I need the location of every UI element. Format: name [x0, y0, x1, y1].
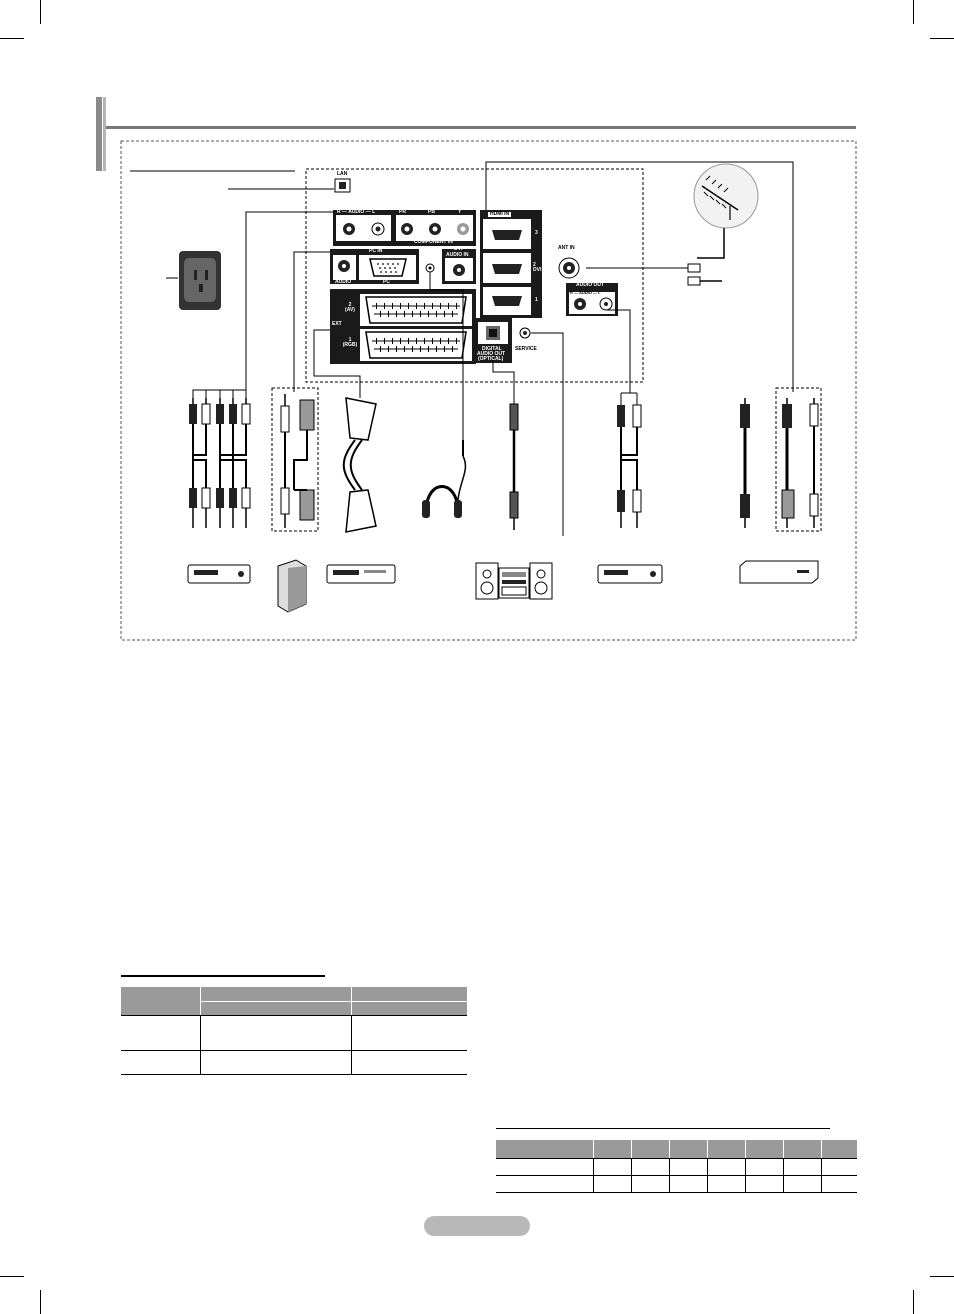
audio-out-sub-label: R — AUDIO — L: [570, 290, 601, 295]
audio-system-icon: [476, 563, 552, 599]
crop-mark: [40, 1290, 41, 1314]
table-1-caption-rule: [121, 975, 325, 977]
audio-out-cable: [617, 405, 641, 528]
pc-in-label: PC IN: [369, 248, 383, 254]
page-number-pill: [424, 1216, 530, 1236]
optical-label-1: DIGITAL: [482, 346, 502, 352]
component-jacks-y: Y: [458, 209, 462, 215]
crop-mark: [913, 1290, 914, 1314]
ext-2-label: 2 (AV): [345, 302, 355, 313]
hdmi-port-3: 3: [535, 230, 538, 236]
vcr-icon: [598, 565, 662, 583]
component-cable-set: [189, 398, 250, 528]
spec-table-1: [121, 987, 467, 1075]
pc-cable: [281, 394, 314, 528]
ext-1-label: 1 (RGB): [342, 337, 358, 348]
component-jacks-pb: PB: [428, 209, 435, 215]
hdmi-dvi-cable: [782, 398, 818, 528]
crop-mark: [0, 1276, 24, 1277]
component-jacks-pr: PR: [399, 209, 406, 215]
power-socket-icon: [179, 251, 221, 310]
optical-label-3: (OPTICAL): [478, 356, 504, 362]
headphones-icon: [422, 440, 465, 518]
set-top-box-icon: [740, 561, 818, 583]
lan-port: [335, 179, 350, 192]
dvi-label: DVI: [454, 246, 463, 252]
vcr-icon: [188, 565, 250, 583]
dvd-recorder-icon: [327, 565, 395, 583]
ext-label: EXT: [332, 321, 342, 327]
pc-tower-icon: [278, 560, 306, 612]
hdmi-in-label: HDMI IN: [490, 211, 510, 217]
ant-in-label: ANT IN: [558, 245, 575, 251]
scart-cable: [344, 398, 376, 532]
hdmi-cable: [740, 398, 750, 528]
antenna-icon: [694, 164, 758, 228]
pc-audio-label: AUDIO: [335, 279, 352, 285]
optical-cable: [510, 404, 518, 530]
optical-label-2: AUDIO OUT: [477, 351, 506, 357]
audio-label: R — AUDIO — L: [337, 209, 376, 215]
dvi-audio-in-label: AUDIO IN: [446, 252, 469, 258]
hdmi-port-2: 2 DVI: [533, 262, 542, 273]
service-label: SERVICE: [515, 346, 537, 352]
table-2-caption-rule: [496, 1128, 830, 1129]
spec-table-2: [496, 1140, 857, 1193]
pc-label: PC: [383, 279, 390, 285]
audio-out-label: AUDIO OUT: [576, 282, 605, 288]
lan-label: LAN: [337, 171, 348, 177]
component-label: COMPONENT IN: [414, 239, 453, 245]
crop-mark: [930, 1276, 954, 1277]
hdmi-port-1: 1: [535, 297, 538, 303]
